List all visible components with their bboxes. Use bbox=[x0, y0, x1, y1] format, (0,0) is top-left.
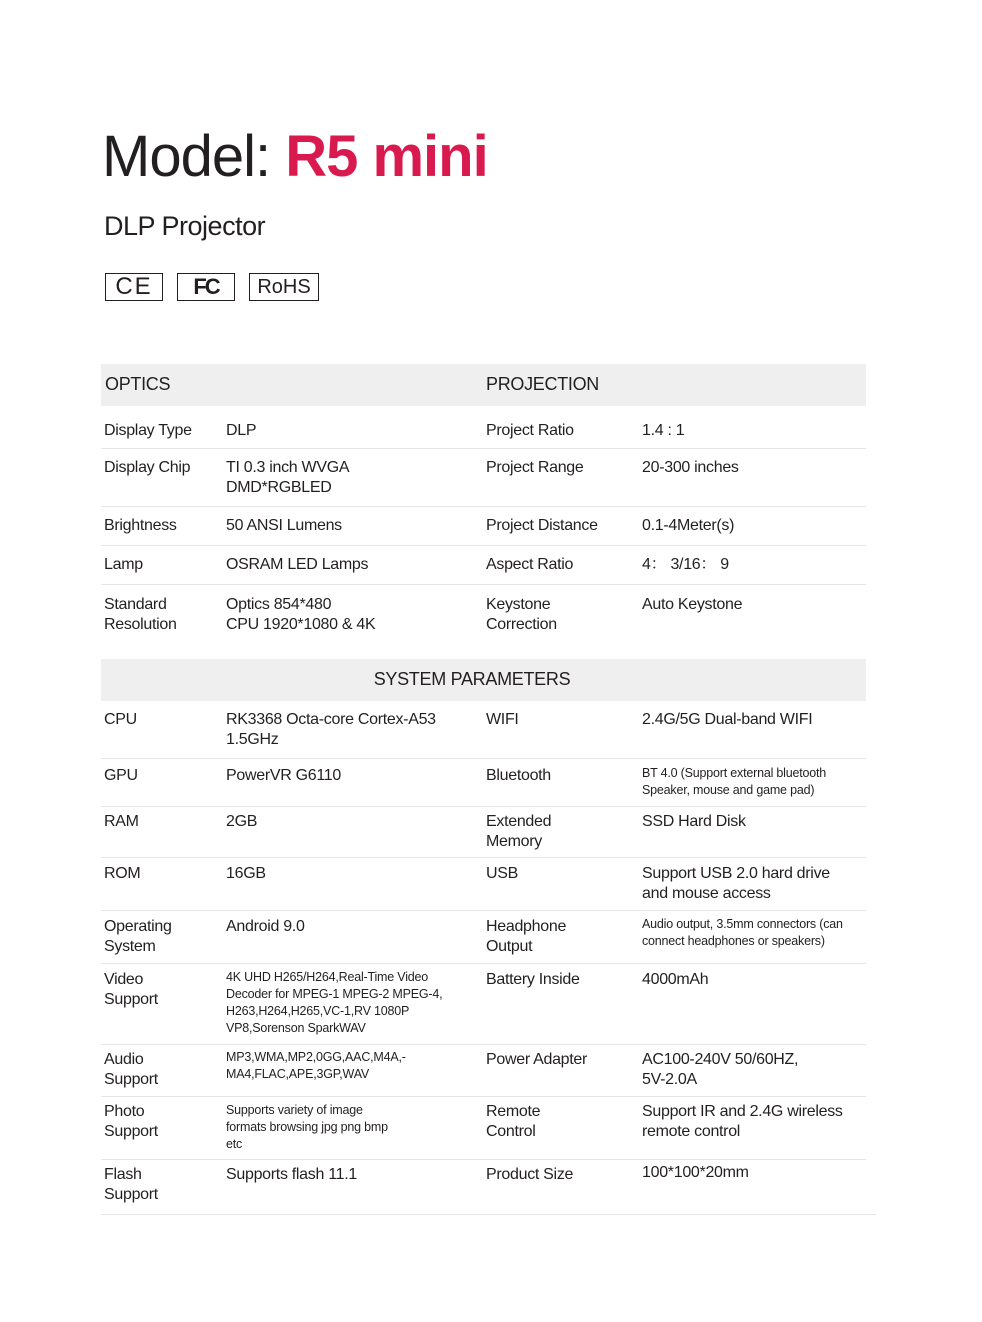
spec-label: Remote Control bbox=[486, 1103, 541, 1140]
spec-value: 4K UHD H265/H264,Real-Time Video Decoder for MPEG-1 MPEG-2 MPEG-4, H263,H264,H265,VC-1,RV 1080P VP8,Sorenson SparkWAV bbox=[226, 970, 443, 1035]
system-header-label: SYSTEM PARAMETERS bbox=[373, 669, 571, 689]
spec-value: Audio output, 3.5mm connectors (can connect headphones or speakers) bbox=[642, 917, 843, 948]
spec-row bbox=[101, 858, 866, 911]
certification-badges bbox=[105, 273, 319, 301]
spec-label: Extended Memory bbox=[486, 813, 552, 850]
spec-label: Keystone Correction bbox=[486, 596, 557, 633]
spec-value: Auto Keystone bbox=[642, 596, 743, 613]
spec-label: USB bbox=[486, 865, 518, 882]
spec-value: 1.4 : 1 bbox=[642, 422, 685, 439]
spec-row bbox=[101, 807, 866, 858]
spec-row bbox=[101, 1160, 876, 1215]
spec-value: 16GB bbox=[226, 865, 266, 882]
optics-section-header bbox=[101, 364, 866, 406]
projection-header-label: PROJECTION bbox=[486, 374, 600, 394]
spec-value: 50 ANSI Lumens bbox=[226, 517, 342, 534]
spec-value: 4000mAh bbox=[642, 971, 709, 988]
spec-label: Bluetooth bbox=[486, 767, 551, 784]
spec-value: 20-300 inches bbox=[642, 459, 739, 476]
rohs-mark-icon: RoHS bbox=[249, 273, 319, 301]
spec-label: Video Support bbox=[104, 971, 158, 1008]
spec-label: ROM bbox=[104, 865, 141, 882]
spec-value: 2GB bbox=[226, 813, 258, 830]
spec-label: RAM bbox=[104, 813, 139, 830]
spec-value: Optics 854*480 CPU 1920*1080 & 4K bbox=[226, 596, 376, 633]
spec-value: 0.1-4Meter(s) bbox=[642, 517, 735, 534]
spec-value: SSD Hard Disk bbox=[642, 813, 746, 830]
spec-label: Display Type bbox=[104, 422, 192, 439]
spec-label: Project Range bbox=[486, 459, 584, 476]
spec-row bbox=[101, 911, 866, 964]
spec-label: Project Ratio bbox=[486, 422, 574, 439]
page-title bbox=[102, 122, 488, 192]
spec-label: Standard Resolution bbox=[104, 596, 177, 633]
spec-row bbox=[101, 1097, 866, 1160]
spec-row bbox=[101, 546, 866, 585]
spec-value: Supports variety of image formats browsing jpg png bmp etc bbox=[226, 1103, 388, 1151]
spec-label: Power Adapter bbox=[486, 1051, 588, 1068]
spec-row bbox=[101, 449, 866, 507]
spec-label: Brightness bbox=[104, 517, 177, 534]
spec-value: BT 4.0 (Support external bluetooth Speaker, mouse and game pad) bbox=[642, 766, 827, 797]
spec-label: Operating System bbox=[104, 918, 172, 955]
system-section-header bbox=[101, 659, 866, 701]
spec-row bbox=[101, 421, 866, 449]
title-prefix: Model: bbox=[102, 124, 286, 189]
optics-header-label: OPTICS bbox=[105, 374, 171, 394]
spec-label: Photo Support bbox=[104, 1103, 158, 1140]
spec-row bbox=[101, 759, 866, 807]
spec-value: 100*100*20mm bbox=[642, 1164, 749, 1181]
spec-value: Support USB 2.0 hard drive and mouse access bbox=[642, 865, 830, 902]
spec-label: Lamp bbox=[104, 556, 143, 573]
spec-label: CPU bbox=[104, 711, 137, 728]
ce-mark-icon: CE bbox=[105, 273, 163, 301]
spec-label: Project Distance bbox=[486, 517, 598, 534]
spec-label: Aspect Ratio bbox=[486, 556, 574, 573]
spec-value: MP3,WMA,MP2,0GG,AAC,M4A,- MA4,FLAC,APE,3GP,WAV bbox=[226, 1050, 406, 1081]
spec-label: WIFI bbox=[486, 711, 519, 728]
spec-label: GPU bbox=[104, 767, 138, 784]
spec-value: Android 9.0 bbox=[226, 918, 305, 935]
system-parameters-table bbox=[101, 659, 866, 1215]
spec-label: Product Size bbox=[486, 1166, 574, 1183]
spec-value: Supports flash 11.1 bbox=[226, 1166, 357, 1183]
spec-row bbox=[101, 964, 866, 1045]
spec-label: Battery Inside bbox=[486, 971, 580, 988]
spec-label: Flash Support bbox=[104, 1166, 158, 1203]
spec-row bbox=[101, 507, 866, 546]
fcc-mark-icon: FC bbox=[177, 273, 235, 301]
spec-row bbox=[101, 585, 866, 645]
spec-value: 4： 3/16： 9 bbox=[642, 556, 729, 573]
spec-value: OSRAM LED Lamps bbox=[226, 556, 369, 573]
spec-row bbox=[101, 701, 866, 759]
spec-value: TI 0.3 inch WVGA DMD*RGBLED bbox=[226, 459, 350, 496]
spec-value: AC100-240V 50/60HZ, 5V-2.0A bbox=[642, 1051, 799, 1088]
spec-value: PowerVR G6110 bbox=[226, 767, 341, 784]
spec-label: Display Chip bbox=[104, 459, 191, 476]
spec-value: RK3368 Octa-core Cortex-A53 1.5GHz bbox=[226, 711, 436, 748]
optics-projection-table bbox=[101, 364, 866, 645]
spec-value: DLP bbox=[226, 422, 257, 439]
spec-value: Support IR and 2.4G wireless remote control bbox=[642, 1103, 843, 1140]
spec-label: Headphone Output bbox=[486, 918, 567, 955]
spec-row bbox=[101, 1045, 866, 1097]
spec-value: 2.4G/5G Dual-band WIFI bbox=[642, 711, 813, 728]
model-name: R5 mini bbox=[285, 124, 488, 189]
product-subtitle: DLP Projector bbox=[104, 211, 266, 241]
spec-label: Audio Support bbox=[104, 1051, 158, 1088]
